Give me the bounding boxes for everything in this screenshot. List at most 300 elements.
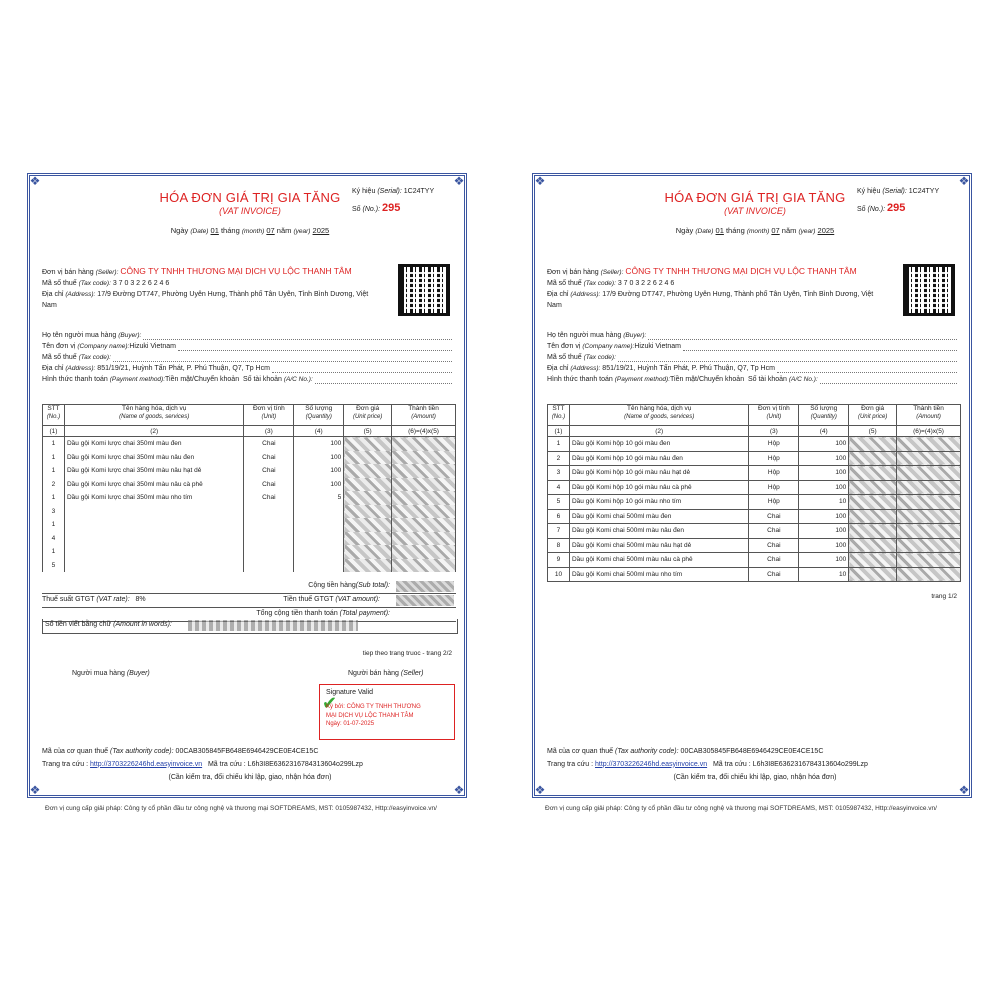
qr-code-icon xyxy=(398,264,450,316)
check-icon: ✔ xyxy=(322,693,338,713)
lookup-label: Trang tra cứu : xyxy=(42,760,89,768)
signer-line-1: Ký bởi: CÔNG TY TNHH THƯƠNG xyxy=(326,704,421,710)
buyer-section xyxy=(547,330,957,385)
year-label: năm xyxy=(276,226,292,235)
cell-stt: 7 xyxy=(548,524,570,539)
table-row xyxy=(548,524,961,539)
serial-block xyxy=(857,188,939,221)
company-label-en: (Company name): xyxy=(77,343,130,350)
cell-name: Dầu gội Komi hộp 10 gói màu đen xyxy=(569,437,748,452)
col-stt-label: STT xyxy=(552,405,565,412)
dotted-line xyxy=(272,363,452,373)
col-amount-label: Thành tiền xyxy=(913,405,944,412)
table-row xyxy=(43,491,456,505)
cell-name: Dầu gội Komi chai 500ml màu nâu đen xyxy=(569,524,748,539)
date-label-en: (Date) xyxy=(190,228,209,235)
table-row xyxy=(548,567,961,582)
buyer-section xyxy=(42,330,452,385)
serial-label-en: (Serial): xyxy=(377,188,402,195)
date-year: 2025 xyxy=(312,226,330,235)
cell-unit: Hộp xyxy=(749,495,799,510)
cell-qty xyxy=(294,559,344,573)
invoice-date xyxy=(535,226,975,235)
table-header-row xyxy=(548,405,961,426)
corner-ornament-icon: ❖ xyxy=(958,174,970,188)
cell-name: Dầu gội Komi lược chai 350ml màu đen xyxy=(64,437,243,451)
qr-code-icon xyxy=(903,264,955,316)
seller-name: CÔNG TY TNHH THƯƠNG MẠI DỊCH VỤ LỘC THANH TÂM xyxy=(625,266,857,276)
col-name-label: Tên hàng hóa, dịch vụ xyxy=(627,405,692,412)
subtitle-text: (VAT INVOICE) xyxy=(724,206,786,216)
company-name: Hizuki Vietnam xyxy=(634,343,681,350)
cell-qty: 100 xyxy=(799,553,849,568)
table-row xyxy=(548,466,961,481)
subtotal-label: Cộng tiền hàng xyxy=(308,582,356,589)
table-row xyxy=(548,495,961,510)
cell-qty: 100 xyxy=(294,478,344,492)
cell-amount xyxy=(897,567,961,582)
seller-section xyxy=(42,266,452,311)
cell-qty xyxy=(294,518,344,532)
seller-name: CÔNG TY TNHH THƯƠNG MẠI DỊCH VỤ LỘC THANH TÂM xyxy=(120,266,352,276)
cell-unit: Chai xyxy=(749,538,799,553)
dotted-line xyxy=(143,330,452,340)
col-price-label-en: (Unit price) xyxy=(352,414,383,420)
lookup-label: Trang tra cứu : xyxy=(547,760,594,768)
provider-note: Đơn vị cung cấp giải pháp: Công ty cổ phần đầu tư công nghệ và thương mại SOFTDREAMS, MST: 0105987432, Http://easyinvoice.vn/ xyxy=(45,805,437,812)
cell-stt: 10 xyxy=(548,567,570,582)
buyer-label-en: (Buyer): xyxy=(623,332,647,339)
col-qty-label-en: (Quantity) xyxy=(810,414,837,420)
col-number: (4) xyxy=(799,426,849,437)
cell-name: Dầu gội Komi hộp 10 gói màu nâu cà phê xyxy=(569,480,748,495)
cell-amount xyxy=(392,491,456,505)
table-row xyxy=(548,437,961,452)
cell-unit xyxy=(244,532,294,546)
no-label: Số xyxy=(857,206,866,213)
col-stt-label-en: (No.) xyxy=(551,414,566,420)
cell-stt: 4 xyxy=(43,532,65,546)
vat-amount-label: Tiền thuế GTGT xyxy=(283,596,334,603)
cell-name: Dầu gội Komi chai 500ml màu nâu hạt dẻ xyxy=(569,538,748,553)
cell-unit: Chai xyxy=(749,553,799,568)
cell-amount xyxy=(392,532,456,546)
signature-valid-text: Signature Valid xyxy=(326,689,373,696)
corner-ornament-icon: ❖ xyxy=(534,174,546,188)
address-label: Địa chỉ xyxy=(547,291,569,298)
digital-signature-box xyxy=(319,684,455,740)
buyer-address-label: Địa chỉ xyxy=(42,365,64,372)
dotted-line xyxy=(683,341,957,351)
redacted-value xyxy=(396,581,454,592)
col-name-label: Tên hàng hóa, dịch vụ xyxy=(122,405,187,412)
col-unit-label: Đơn vị tính xyxy=(757,405,790,412)
column-number-row xyxy=(43,426,456,437)
col-number: (1) xyxy=(43,426,65,437)
buyer-label: Họ tên người mua hàng xyxy=(42,332,117,339)
buyer-address: 851/19/21, Huỳnh Tấn Phát, P. Phú Thuận, Q7, Tp Hcm xyxy=(602,365,775,372)
cell-amount xyxy=(897,495,961,510)
corner-ornament-icon: ❖ xyxy=(958,783,970,797)
buyer-address-label: Địa chỉ xyxy=(547,365,569,372)
col-price-header xyxy=(849,405,897,426)
corner-ornament-icon: ❖ xyxy=(453,174,465,188)
table-row xyxy=(43,559,456,573)
col-stt-header xyxy=(43,405,65,426)
buyer-sign-label xyxy=(72,670,150,677)
cell-unit: Chai xyxy=(749,509,799,524)
lookup-link[interactable]: http://3703226246hd.easyinvoice.vn xyxy=(595,760,708,768)
company-name: Hizuki Vietnam xyxy=(129,343,176,350)
table-row xyxy=(43,464,456,478)
cell-price xyxy=(849,451,897,466)
col-number: (4) xyxy=(294,426,344,437)
cell-name: Dầu gội Komi hộp 10 gói màu nâu đen xyxy=(569,451,748,466)
cell-price xyxy=(344,532,392,546)
authority-label-en: (Tax authority code): xyxy=(615,748,679,755)
corner-ornament-icon: ❖ xyxy=(29,174,41,188)
dotted-line xyxy=(777,363,957,373)
cell-stt: 3 xyxy=(43,505,65,519)
address-label: Địa chỉ xyxy=(42,291,64,298)
cell-amount xyxy=(392,559,456,573)
cell-price xyxy=(849,480,897,495)
seller-section xyxy=(547,266,957,311)
cell-amount xyxy=(897,437,961,452)
authority-code: 00CAB305845FB648E6946429CE0E4CE15C xyxy=(680,748,824,755)
col-unit-label: Đơn vị tính xyxy=(252,405,285,412)
cell-qty: 5 xyxy=(294,491,344,505)
date-month: 07 xyxy=(266,226,275,235)
col-name-label-en: (Name of goods, services) xyxy=(624,414,695,420)
authority-section xyxy=(42,746,363,771)
account-label-en: (A/C No.): xyxy=(788,376,818,383)
payment-method: Tiền mặt/Chuyển khoản xyxy=(165,376,240,383)
authority-label: Mã của cơ quan thuế xyxy=(42,748,109,755)
cell-amount xyxy=(392,478,456,492)
serial-label: Ký hiệu xyxy=(857,188,881,195)
cell-amount xyxy=(392,518,456,532)
dotted-line xyxy=(315,374,452,384)
lookup-code: L6h3I8E6362316784313604o299Lzp xyxy=(247,760,363,768)
cell-qty xyxy=(294,545,344,559)
cell-unit: Chai xyxy=(244,464,294,478)
buyer-tax-label-en: (Tax code): xyxy=(583,354,616,361)
cell-name: Dầu gội Komi lược chai 350ml màu nâu cà phê xyxy=(64,478,243,492)
cell-amount xyxy=(897,509,961,524)
dotted-line xyxy=(113,352,452,362)
total-label: Tổng cộng tiền thanh toán xyxy=(256,610,338,617)
invoice-number: 295 xyxy=(381,202,401,214)
check-note: (Cần kiểm tra, đối chiếu khi lập, giao, nhận hóa đơn) xyxy=(168,774,332,781)
cell-amount xyxy=(897,466,961,481)
col-price-label: Đơn giá xyxy=(356,405,380,412)
vat-row xyxy=(42,594,456,608)
table-row xyxy=(548,538,961,553)
col-qty-header xyxy=(294,405,344,426)
subtotal-row xyxy=(42,580,456,594)
table-row xyxy=(43,478,456,492)
col-unit-header xyxy=(244,405,294,426)
cell-name: Dầu gội Komi lược chai 350ml màu nho tím xyxy=(64,491,243,505)
date-day: 01 xyxy=(715,226,724,235)
tax-code-label-en: (Tax code): xyxy=(583,280,616,287)
cell-qty xyxy=(294,532,344,546)
redacted-words xyxy=(188,620,358,631)
payment-label: Hình thức thanh toán xyxy=(42,376,108,383)
seller-tax-code: 3 7 0 3 2 2 6 2 4 6 xyxy=(112,280,170,287)
cell-amount xyxy=(897,451,961,466)
continued-note: tiep theo trang truoc - trang 2/2 xyxy=(362,650,452,657)
cell-stt: 1 xyxy=(43,464,65,478)
no-label: Số xyxy=(352,206,361,213)
cell-name xyxy=(64,545,243,559)
date-label-en: (Date) xyxy=(695,228,714,235)
vat-rate-label-en: (VAT rate): xyxy=(96,596,130,603)
cell-name: Dầu gội Komi hộp 10 gói màu nho tím xyxy=(569,495,748,510)
cell-stt: 9 xyxy=(548,553,570,568)
cell-amount xyxy=(897,538,961,553)
cell-stt: 3 xyxy=(548,466,570,481)
cell-unit: Hộp xyxy=(749,466,799,481)
month-label: tháng xyxy=(220,226,240,235)
table-row xyxy=(548,480,961,495)
col-number: (3) xyxy=(244,426,294,437)
cell-stt: 1 xyxy=(43,437,65,451)
date-month: 07 xyxy=(771,226,780,235)
col-amount-label-en: (Amount) xyxy=(916,414,941,420)
lookup-link[interactable]: http://3703226246hd.easyinvoice.vn xyxy=(90,760,203,768)
cell-name xyxy=(64,518,243,532)
cell-price xyxy=(849,466,897,481)
cell-amount xyxy=(392,451,456,465)
signer-line-2: MẠI DỊCH VỤ LỘC THANH TÂM xyxy=(326,712,414,719)
corner-ornament-icon: ❖ xyxy=(29,783,41,797)
cell-name: Dầu gội Komi hộp 10 gói màu nâu hạt dẻ xyxy=(569,466,748,481)
buyer-address: 851/19/21, Huỳnh Tấn Phát, P. Phú Thuận, Q7, Tp Hcm xyxy=(97,365,270,372)
col-amount-label-en: (Amount) xyxy=(411,414,436,420)
table-row xyxy=(548,509,961,524)
buyer-address-label-en: (Address): xyxy=(65,365,96,372)
cell-qty xyxy=(294,505,344,519)
cell-stt: 4 xyxy=(548,480,570,495)
col-stt-label: STT xyxy=(47,405,60,412)
col-stt-label-en: (No.) xyxy=(46,414,61,420)
words-label-en: (Amount in words): xyxy=(113,621,172,628)
cell-name: Dầu gội Komi lược chai 350ml màu nâu đen xyxy=(64,451,243,465)
seller-sign-text: Người bán hàng xyxy=(348,670,399,677)
authority-code: 00CAB305845FB648E6946429CE0E4CE15C xyxy=(175,748,319,755)
cell-unit: Chai xyxy=(244,437,294,451)
col-unit-label-en: (Unit) xyxy=(766,414,782,420)
cell-qty: 10 xyxy=(799,567,849,582)
serial-value: 1C24TYY xyxy=(403,188,435,195)
year-label-en: (year) xyxy=(293,228,311,235)
year-label-en: (year) xyxy=(798,228,816,235)
col-amount-header xyxy=(897,405,961,426)
lookup-code-label: Mã tra cứu : xyxy=(712,760,751,768)
col-name-header xyxy=(569,405,748,426)
tax-code-label: Mã số thuế xyxy=(547,280,582,287)
cell-qty: 100 xyxy=(294,437,344,451)
cell-unit: Chai xyxy=(244,451,294,465)
cell-price xyxy=(849,509,897,524)
cell-name: Dầu gội Komi chai 500ml màu nâu cà phê xyxy=(569,553,748,568)
cell-unit: Hộp xyxy=(749,451,799,466)
cell-stt: 8 xyxy=(548,538,570,553)
cell-unit xyxy=(244,518,294,532)
cell-amount xyxy=(897,524,961,539)
buyer-tax-label: Mã số thuế xyxy=(42,354,77,361)
cell-amount xyxy=(392,437,456,451)
cell-unit: Chai xyxy=(244,491,294,505)
account-label-en: (A/C No.): xyxy=(283,376,313,383)
vat-rate-value: 8% xyxy=(135,596,146,603)
address-label-en: (Address): xyxy=(570,291,601,298)
seller-label-en: (Seller): xyxy=(95,269,119,276)
totals-section xyxy=(42,580,456,622)
cell-price xyxy=(344,505,392,519)
subtotal-label-en: (Sub total): xyxy=(355,582,390,589)
payment-label-en: (Payment method): xyxy=(109,376,166,383)
col-price-header xyxy=(344,405,392,426)
authority-label: Mã của cơ quan thuế xyxy=(547,748,614,755)
tax-code-label: Mã số thuế xyxy=(42,280,77,287)
cell-unit: Chai xyxy=(244,478,294,492)
account-label: Số tài khoản xyxy=(242,376,282,383)
cell-qty: 100 xyxy=(799,480,849,495)
col-qty-header xyxy=(799,405,849,426)
col-price-label-en: (Unit price) xyxy=(857,414,888,420)
company-label: Tên đơn vị xyxy=(42,343,76,350)
redacted-value xyxy=(396,595,454,606)
signed-date: Ngày: 01-07-2025 xyxy=(326,721,375,727)
table-header-row xyxy=(43,405,456,426)
cell-unit: Hộp xyxy=(749,480,799,495)
vat-amount-label-en: (VAT amount): xyxy=(335,596,380,603)
amount-in-words-row xyxy=(42,619,458,634)
cell-name: Dầu gội Komi chai 500ml màu nho tím xyxy=(569,567,748,582)
buyer-address-label-en: (Address): xyxy=(570,365,601,372)
invoice-page-left xyxy=(27,173,467,798)
cell-stt: 1 xyxy=(43,518,65,532)
cell-stt: 2 xyxy=(548,451,570,466)
cell-name xyxy=(64,559,243,573)
cell-price xyxy=(344,464,392,478)
col-amount-header xyxy=(392,405,456,426)
col-unit-header xyxy=(749,405,799,426)
payment-label-en: (Payment method): xyxy=(614,376,671,383)
cell-price xyxy=(849,437,897,452)
corner-ornament-icon: ❖ xyxy=(453,783,465,797)
table-row xyxy=(548,451,961,466)
cell-qty: 100 xyxy=(294,451,344,465)
authority-label-en: (Tax authority code): xyxy=(110,748,174,755)
items-table xyxy=(547,404,961,582)
invoice-date xyxy=(30,226,470,235)
cell-unit: Chai xyxy=(749,567,799,582)
cell-price xyxy=(344,545,392,559)
no-label-en: (No.): xyxy=(867,206,886,213)
cell-stt: 2 xyxy=(43,478,65,492)
cell-price xyxy=(344,478,392,492)
month-label-en: (month) xyxy=(746,228,770,235)
buyer-label-en: (Buyer): xyxy=(118,332,142,339)
cell-price xyxy=(344,437,392,451)
col-qty-label: Số lượng xyxy=(305,405,333,412)
seller-sign-text-en: (Seller) xyxy=(400,670,424,677)
dotted-line xyxy=(648,330,957,340)
cell-stt: 5 xyxy=(43,559,65,573)
col-number: (6)=(4)x(5) xyxy=(392,426,456,437)
buyer-tax-label-en: (Tax code): xyxy=(78,354,111,361)
col-name-header xyxy=(64,405,243,426)
col-number: (5) xyxy=(344,426,392,437)
serial-label-en: (Serial): xyxy=(882,188,907,195)
cell-stt: 5 xyxy=(548,495,570,510)
cell-amount xyxy=(392,545,456,559)
cell-qty: 10 xyxy=(799,495,849,510)
lookup-code: L6h3I8E6362316784313604o299Lzp xyxy=(752,760,868,768)
payment-label: Hình thức thanh toán xyxy=(547,376,613,383)
table-row xyxy=(43,451,456,465)
title-text: HÓA ĐƠN GIÁ TRỊ GIA TĂNG xyxy=(664,190,846,205)
signer-info xyxy=(326,703,421,729)
col-stt-header xyxy=(548,405,570,426)
cell-stt: 1 xyxy=(43,545,65,559)
cell-unit xyxy=(244,559,294,573)
cell-price xyxy=(849,553,897,568)
lookup-code-label: Mã tra cứu : xyxy=(207,760,246,768)
col-name-label-en: (Name of goods, services) xyxy=(119,414,190,420)
cell-name: Dầu gội Komi lược chai 350ml màu nâu hạt dẻ xyxy=(64,464,243,478)
cell-qty: 100 xyxy=(799,538,849,553)
cell-qty: 100 xyxy=(799,524,849,539)
table-row xyxy=(43,437,456,451)
dotted-line xyxy=(618,352,957,362)
col-unit-label-en: (Unit) xyxy=(261,414,277,420)
col-number: (1) xyxy=(548,426,570,437)
words-label: Số tiền viết bằng chữ xyxy=(45,621,112,628)
buyer-label: Họ tên người mua hàng xyxy=(547,332,622,339)
cell-unit: Hộp xyxy=(749,437,799,452)
month-label-en: (month) xyxy=(241,228,265,235)
seller-tax-code: 3 7 0 3 2 2 6 2 4 6 xyxy=(617,280,675,287)
cell-qty: 100 xyxy=(799,509,849,524)
seller-address: 17/9 Đường DT747, Phường Uyên Hưng, Thành phố Tân Uyên, Tỉnh Bình Dương, Việt Nam xyxy=(547,291,874,309)
cell-amount xyxy=(392,505,456,519)
items-table xyxy=(42,404,456,572)
buyer-tax-label: Mã số thuế xyxy=(547,354,582,361)
cell-price xyxy=(849,524,897,539)
check-note: (Cần kiểm tra, đối chiếu khi lập, giao, nhận hóa đơn) xyxy=(673,774,837,781)
table-row xyxy=(43,532,456,546)
cell-stt: 1 xyxy=(43,451,65,465)
invoice-page-right xyxy=(532,173,972,798)
seller-sign-label xyxy=(348,670,423,677)
vat-rate-label: Thuế suất GTGT xyxy=(42,596,95,603)
date-day: 01 xyxy=(210,226,219,235)
col-number: (3) xyxy=(749,426,799,437)
date-label: Ngày xyxy=(170,226,189,235)
dotted-line xyxy=(820,374,957,384)
month-label: tháng xyxy=(725,226,745,235)
col-amount-label: Thành tiền xyxy=(408,405,439,412)
cell-qty: 100 xyxy=(294,464,344,478)
table-row xyxy=(43,545,456,559)
cell-unit xyxy=(244,545,294,559)
cell-name xyxy=(64,505,243,519)
